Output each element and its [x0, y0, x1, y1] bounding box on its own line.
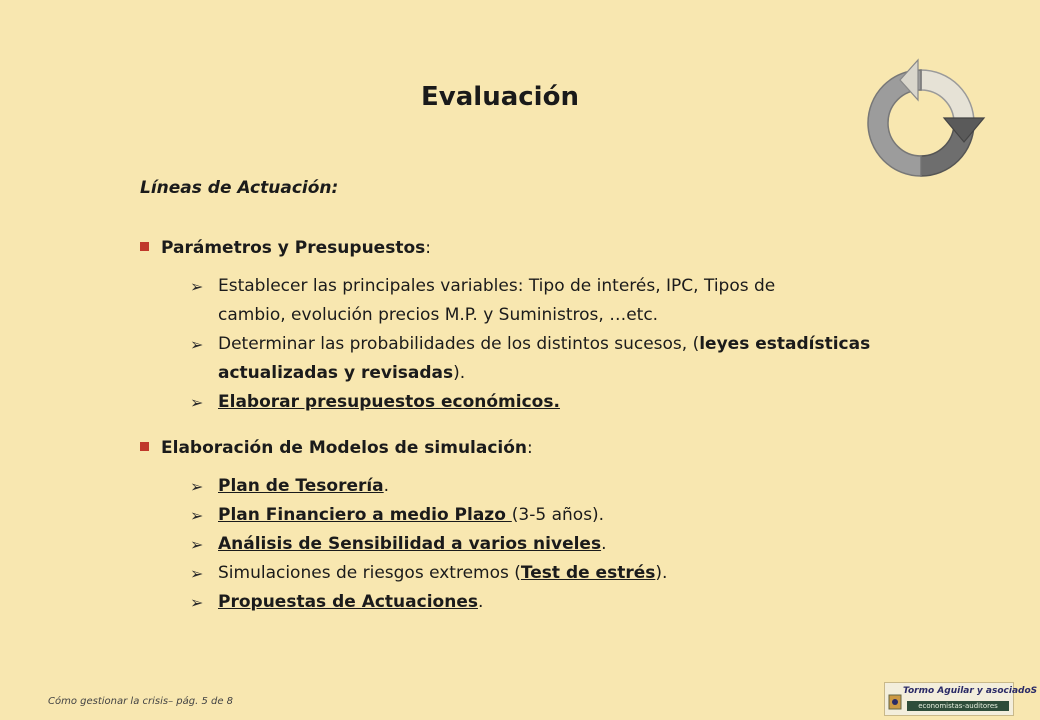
arrow-bullet-icon: ➢ [190, 393, 204, 412]
arrow-bullet-icon: ➢ [190, 277, 204, 296]
list-item: ➢ Simulaciones de riesgos extremos (Test de estrés). [190, 559, 898, 588]
arrow-bullet-icon: ➢ [190, 506, 204, 525]
link-elaborar-presupuestos[interactable]: Elaborar presupuestos económicos. [218, 392, 560, 412]
section-subtitle: Líneas de Actuación: [140, 178, 339, 198]
logo-tagline: economistas-auditores [907, 701, 1009, 711]
list-item: ➢ Plan de Tesorería. [190, 472, 898, 501]
list-item: ➢ Propuestas de Actuaciones. [190, 588, 898, 617]
arrow-bullet-icon: ➢ [190, 335, 204, 354]
section-heading-parametros: Parámetros y Presupuestos: [140, 238, 431, 258]
arrow-bullet-icon: ➢ [190, 593, 204, 612]
link-plan-financiero[interactable]: Plan Financiero a medio Plazo [218, 505, 512, 525]
arrow-bullet-icon: ➢ [190, 564, 204, 583]
page-footer: Cómo gestionar la crisis– pág. 5 de 8 [48, 696, 234, 707]
link-analisis-sensibilidad[interactable]: Análisis de Sensibilidad a varios niveles [218, 534, 602, 554]
slide-title: Evaluación [421, 82, 579, 112]
link-plan-tesoreria[interactable]: Plan de Tesorería [218, 476, 384, 496]
arrow-bullet-icon: ➢ [190, 477, 204, 496]
list-item: ➢ Establecer las principales variables: Tipo de interés, IPC, Tipos de cambio, evolución precios M.P. y Suministros, …etc. [190, 272, 898, 330]
link-propuestas-actuaciones[interactable]: Propuestas de Actuaciones [218, 592, 478, 612]
logo-mark-icon [888, 693, 902, 711]
cycle-arrows-icon [856, 58, 986, 188]
square-bullet-icon [140, 442, 149, 451]
company-logo [884, 682, 1038, 716]
list-item [190, 388, 898, 417]
list-item: ➢ Análisis de Sensibilidad a varios niveles. [190, 530, 898, 559]
section-heading-modelos: Elaboración de Modelos de simulación: [140, 438, 533, 458]
logo-name: Tormo Aguilar y asociadoS [903, 686, 1038, 696]
list-item: ➢ Determinar las probabilidades de los distintos sucesos, (leyes estadísticas actualizadas y revisadas). [190, 330, 898, 388]
arrow-bullet-icon: ➢ [190, 535, 204, 554]
list-item: ➢ Plan Financiero a medio Plazo (3-5 años). [190, 501, 898, 530]
link-test-estres[interactable]: Test de estrés [520, 563, 656, 583]
square-bullet-icon [140, 242, 149, 251]
